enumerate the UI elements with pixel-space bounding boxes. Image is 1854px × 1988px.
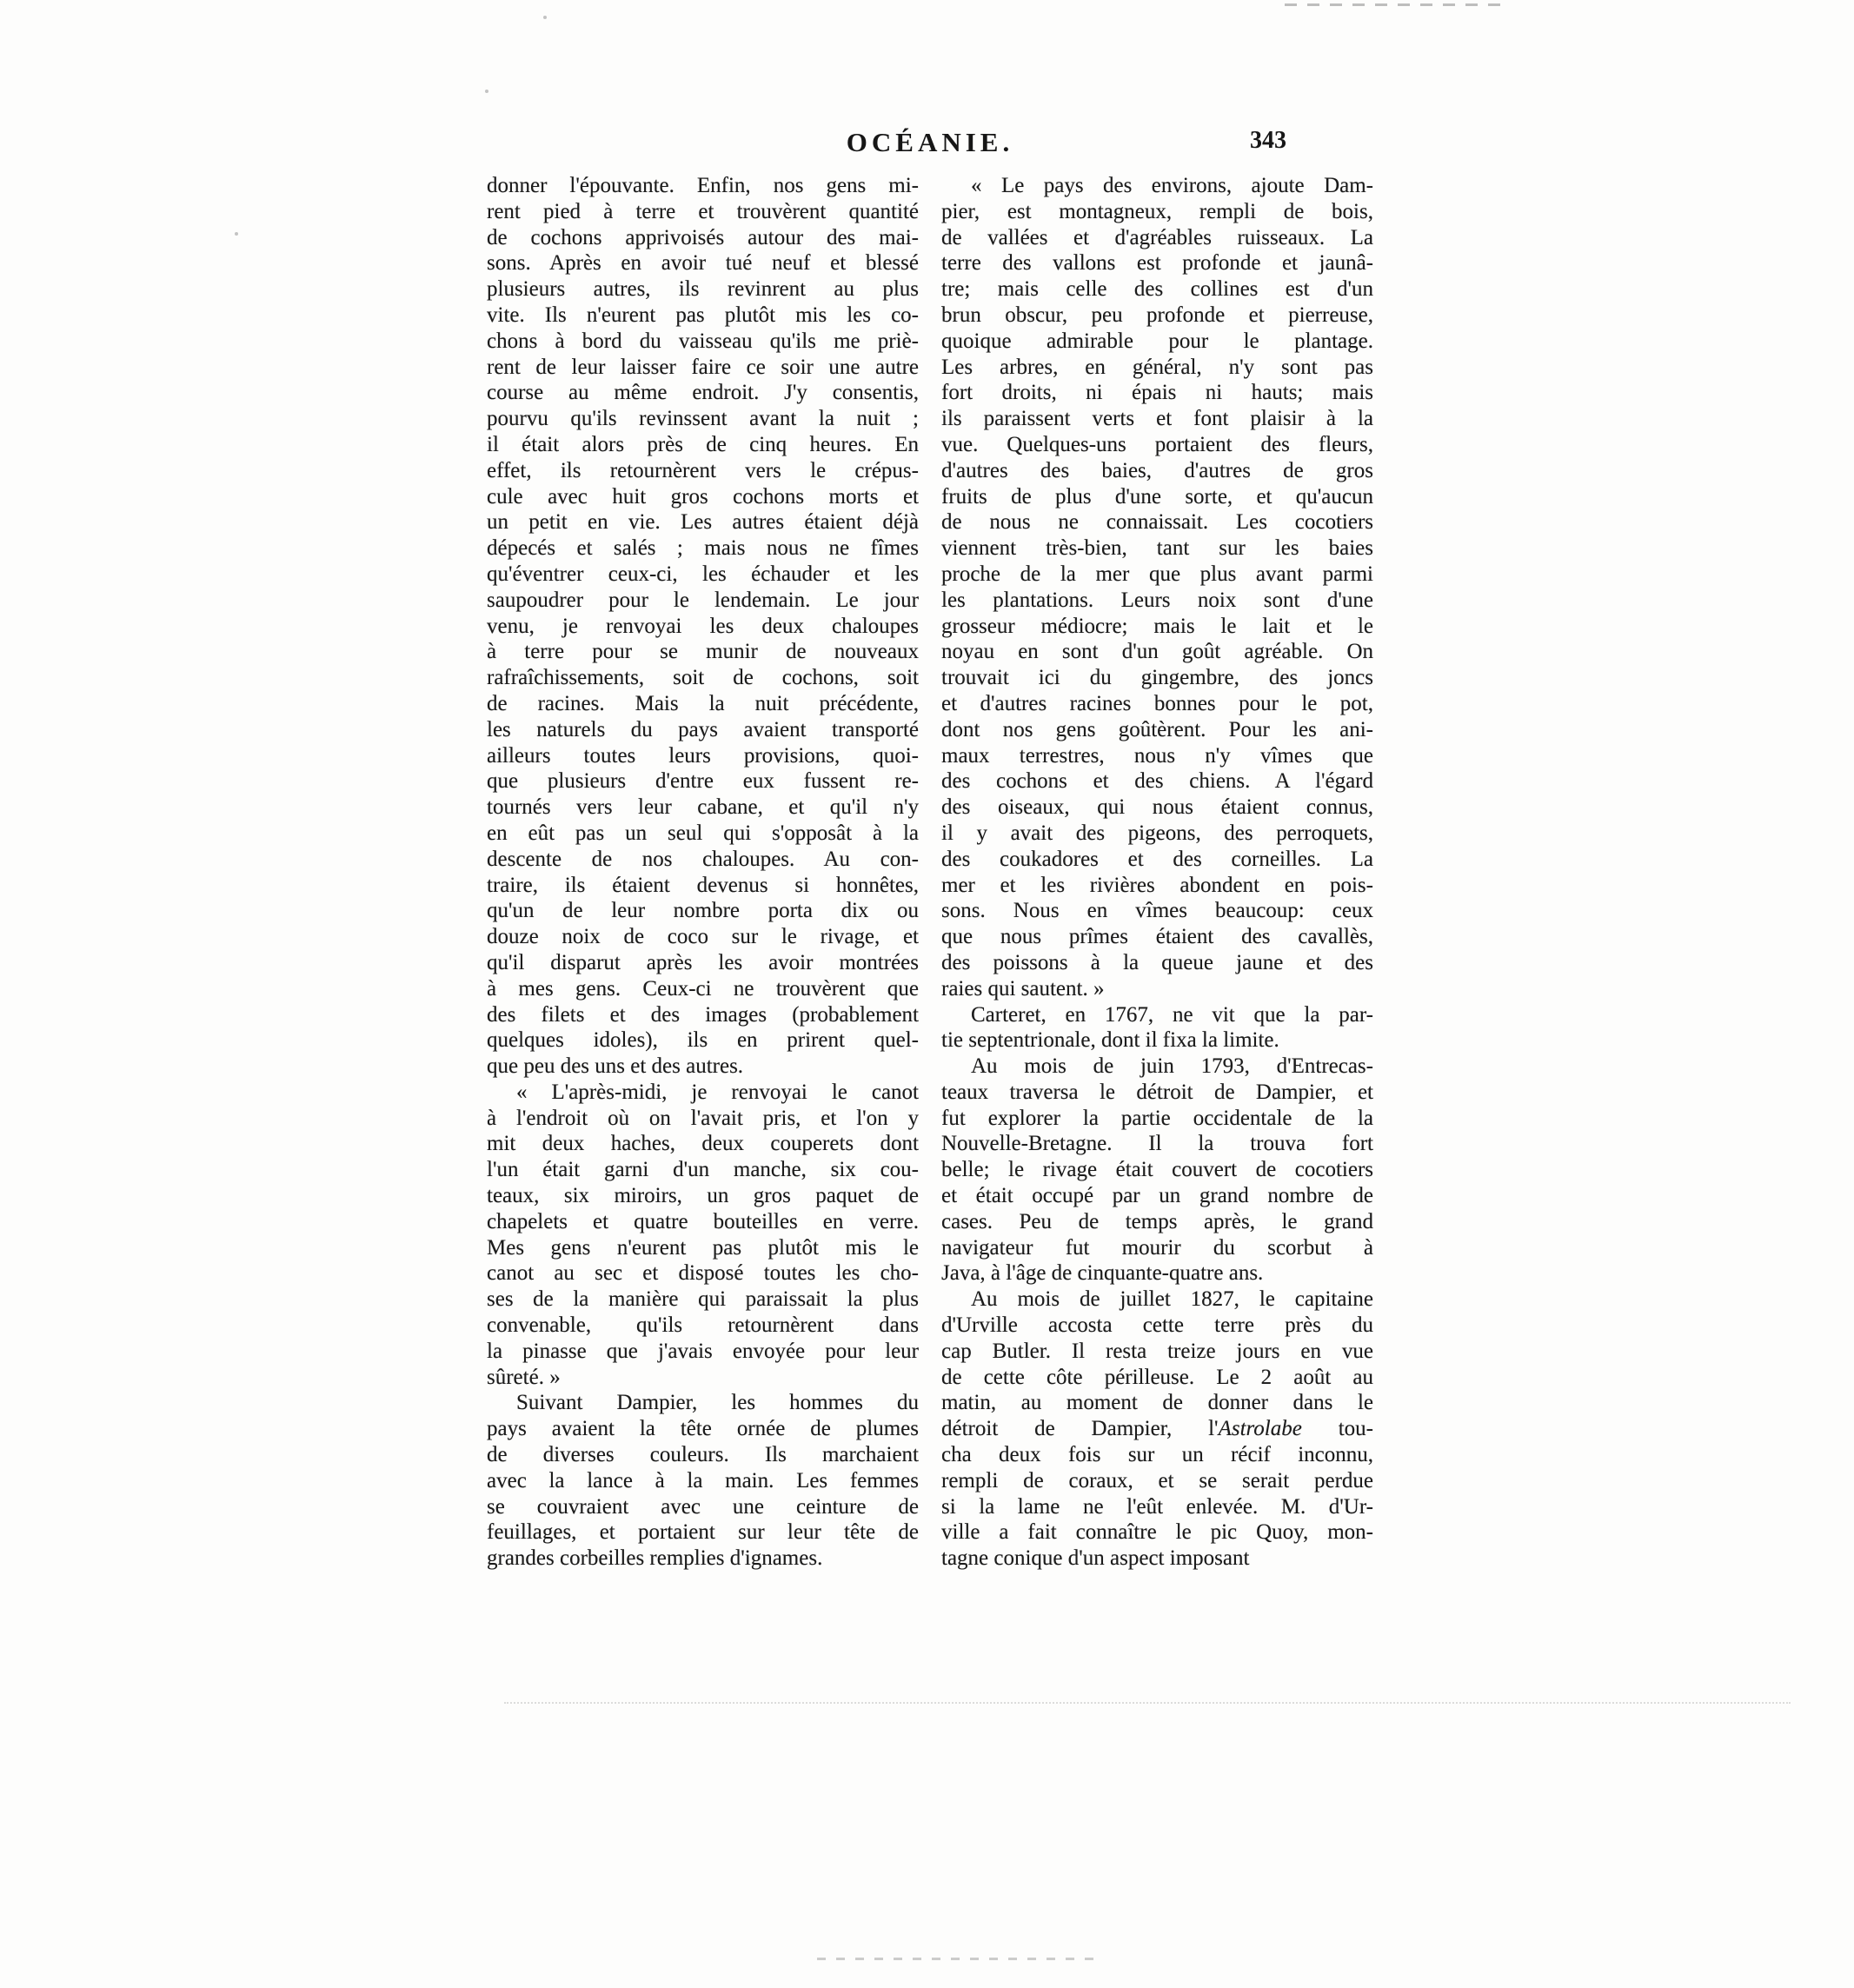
text-line: saupoudrer pour le lendemain. Le jour [487,588,919,612]
paragraph [487,1080,919,1391]
text-line: rent pied à terre et trouvèrent quantité [487,199,919,223]
text-line: effet, ils retournèrent vers le crépus- [487,458,919,482]
text-line: pier, est montagneux, rempli de bois, [941,199,1373,223]
text-line: si la lame ne l'eût enlevée. M. d'Ur- [941,1494,1373,1519]
text-line: douze noix de coco sur le rivage, et [487,925,919,949]
text-line: détroit de Dampier, l'Astrolabe tou- [941,1417,1373,1441]
text-line: course au même endroit. J'y consentis, [487,381,919,405]
text-line: grandes corbeilles remplies d'ignames. [487,1546,823,1571]
text-line: terre des vallons est profonde et jaunâ- [941,251,1373,276]
ship-name-italic: Astrolabe [1218,1417,1302,1441]
text-line: de cette côte périlleuse. Le 2 août au [941,1365,1373,1389]
text-line: de racines. Mais la nuit précédente, [487,691,919,715]
text-line: tie septentrionale, dont il fixa la limite. [941,1028,1279,1053]
text-line: Au mois de juin 1793, d'Entrecas- [971,1054,1373,1079]
text-line: à l'endroit où on l'avait pris, et l'on y [487,1106,919,1130]
text-line: en eût pas un seul qui s'opposât à la [487,821,919,845]
paragraph [941,1054,1373,1287]
text-line: Suivant Dampier, les hommes du [516,1391,919,1415]
text-line: tournés vers leur cabane, et qu'il n'y [487,795,919,820]
text-line: cha deux fois sur un récif inconnu, [941,1443,1373,1467]
text-line: tre; mais celle des collines est d'un [941,277,1373,302]
text-line: il était alors près de cinq heures. En [487,432,919,456]
text-line: il y avait des pigeons, des perroquets, [941,821,1373,845]
text-line: d'autres des baies, d'autres de gros [941,458,1373,482]
text-line: sons. Après en avoir tué neuf et blessé [487,251,919,276]
text-line: quoique admirable pour le plantage. [941,329,1373,353]
text-line: de cochons apprivoisés autour des mai- [487,225,919,249]
text-line: de diverses couleurs. Ils marchaient [487,1443,919,1467]
scan-artifact-bottom [817,1958,1104,1960]
text-line: cases. Peu de temps après, le grand [941,1209,1373,1233]
text-line: qu'un de leur nombre porta dix ou [487,899,919,923]
text-line: ses de la manière qui paraissait la plus [487,1287,919,1312]
text-line: traire, ils étaient devenus si honnêtes, [487,873,919,897]
text-line: canot au sec et disposé toutes les cho- [487,1261,919,1286]
text-line: les naturels du pays avaient transporté [487,717,919,741]
text-line: cap Butler. Il resta treize jours en vue [941,1339,1373,1363]
paragraph [487,1390,919,1572]
text-line: dépecés et salés ; mais nous ne fîmes [487,536,919,561]
text-line: mer et les rivières abondent en pois- [941,873,1373,897]
text-line: cule avec huit gros cochons morts et [487,484,919,509]
text-line: descente de nos chaloupes. Au con- [487,847,919,871]
text-line: avec la lance à la main. Les femmes [487,1468,919,1493]
text-line: qu'il disparut après les avoir montrées [487,950,919,974]
scan-speck [543,16,547,19]
text-line: des cochons et des chiens. A l'égard [941,769,1373,794]
text-line: vue. Quelques-uns portaient des fleurs, [941,432,1373,456]
text-line: à terre pour se munir de nouveaux [487,640,919,664]
text-line: feuillages, et portaient sur leur tête de [487,1520,919,1545]
text-line: mit deux haches, deux couperets dont [487,1132,919,1156]
text-line: des coukadores et des corneilles. La [941,847,1373,871]
text-line: noyau en sont d'un goût agréable. On [941,640,1373,664]
text-line: dont nos gens goûtèrent. Pour les ani- [941,717,1373,741]
text-line: Carteret, en 1767, ne vit que la par- [971,1002,1373,1027]
text-line: Nouvelle-Bretagne. Il la trouva fort [941,1132,1373,1156]
paragraph [941,173,1373,1002]
text-line: navigateur fut mourir du scorbut à [941,1235,1373,1260]
text-line: donner l'épouvante. Enfin, nos gens mi- [487,174,919,197]
text-line: de nous ne connaissait. Les cocotiers [941,510,1373,535]
text-line: ils paraissent verts et font plaisir à la [941,407,1373,431]
text-line: que nous prîmes étaient des cavallès, [941,925,1373,949]
paragraph [487,173,919,1080]
text-line: sûreté. » [487,1365,561,1389]
text-line: viennent très-bien, tant sur les baies [941,536,1373,561]
scan-artifact-top [1285,3,1502,6]
paragraph [941,1287,1373,1572]
text-line: un petit en vie. Les autres étaient déjà [487,510,919,535]
text-line: qu'éventrer ceux-ci, les échauder et les [487,562,919,586]
text-line: proche de la mer que plus avant parmi [941,562,1373,586]
text-line: matin, au moment de donner dans le [941,1391,1373,1415]
page-number: 343 [1250,127,1286,154]
text-line: rafraîchissements, soit de cochons, soit [487,666,919,690]
text-line: trouvait ici du gingembre, des joncs [941,666,1373,690]
text-line: Les arbres, en général, n'y sont pas [941,355,1373,379]
text-line: « L'après-midi, je renvoyai le canot [516,1080,919,1104]
text-line: belle; le rivage était couvert de cocotiers [941,1158,1373,1182]
text-line: Java, à l'âge de cinquante-quatre ans. [941,1261,1264,1286]
text-line: pays avaient la tête ornée de plumes [487,1417,919,1441]
column-right [941,173,1373,1572]
text-line: pourvu qu'ils revinssent avant la nuit ; [487,407,919,431]
text-line: que plusieurs d'entre eux fussent re- [487,769,919,794]
text-line: grosseur médiocre; mais le lait et le [941,614,1373,638]
text-line: Mes gens n'eurent pas plutôt mis le [487,1235,919,1260]
text-line: teaux, six miroirs, un gros paquet de [487,1184,919,1208]
text-line: et d'autres racines bonnes pour le pot, [941,691,1373,715]
text-line: se couvraient avec une ceinture de [487,1494,919,1519]
text-line: vite. Ils n'eurent pas plutôt mis les co- [487,303,919,327]
text-line: rent de leur laisser faire ce soir une autre [487,355,919,379]
text-line: fort droits, ni épais ni hauts; mais [941,381,1373,405]
text-line: venu, je renvoyai les deux chaloupes [487,614,919,638]
scan-speck [235,232,238,236]
text-line: l'un était garni d'un manche, six cou- [487,1158,919,1182]
text-line: chons à bord du vaisseau qu'ils me priè- [487,329,919,353]
scan-speck [485,90,488,93]
text-line: plusieurs autres, ils revinrent au plus [487,277,919,302]
text-line: d'Urville accosta cette terre près du [941,1313,1373,1338]
text-line: des filets et des images (probablement [487,1002,919,1027]
text-line: des oiseaux, qui nous étaient connus, [941,795,1373,820]
text-line: fut explorer la partie occidentale de la [941,1106,1373,1130]
text-line: quelques idoles), ils en prirent quel- [487,1028,919,1053]
text-line: maux terrestres, nous n'y vîmes que [941,743,1373,768]
text-line: teaux traversa le détroit de Dampier, et [941,1080,1373,1104]
text-line: ailleurs toutes leurs provisions, quoi- [487,743,919,768]
text-line: raies qui sautent. » [941,976,1105,1001]
text-line: les plantations. Leurs noix sont d'une [941,588,1373,612]
text-line: ville a fait connaître le pic Quoy, mon- [941,1520,1373,1545]
paragraph [941,1002,1373,1054]
text-line: et était occupé par un grand nombre de [941,1184,1373,1208]
text-line: que peu des uns et des autres. [487,1054,744,1079]
text-line: de vallées et d'agréables ruisseaux. La [941,225,1373,249]
column-left [487,173,919,1572]
text-line: des poissons à la queue jaune et des [941,950,1373,974]
text-line: à mes gens. Ceux-ci ne trouvèrent que [487,976,919,1001]
text-line: « Le pays des environs, ajoute Dam- [971,174,1373,197]
running-head-title: OCÉANIE. [846,127,1014,157]
text-line: chapelets et quatre bouteilles en verre. [487,1209,919,1233]
text-line: sons. Nous en vîmes beaucoup: ceux [941,899,1373,923]
text-line: brun obscur, peu profonde et pierreuse, [941,303,1373,327]
text-line: tagne conique d'un aspect imposant [941,1546,1250,1571]
scan-artifact-middle [504,1702,1791,1704]
text-line: convenable, qu'ils retournèrent dans [487,1313,919,1338]
text-line: Au mois de juillet 1827, le capitaine [971,1287,1373,1312]
text-line: la pinasse que j'avais envoyée pour leur [487,1339,919,1363]
text-line: fruits de plus d'une sorte, et qu'aucun [941,484,1373,509]
text-line: rempli de coraux, et se serait perdue [941,1468,1373,1493]
